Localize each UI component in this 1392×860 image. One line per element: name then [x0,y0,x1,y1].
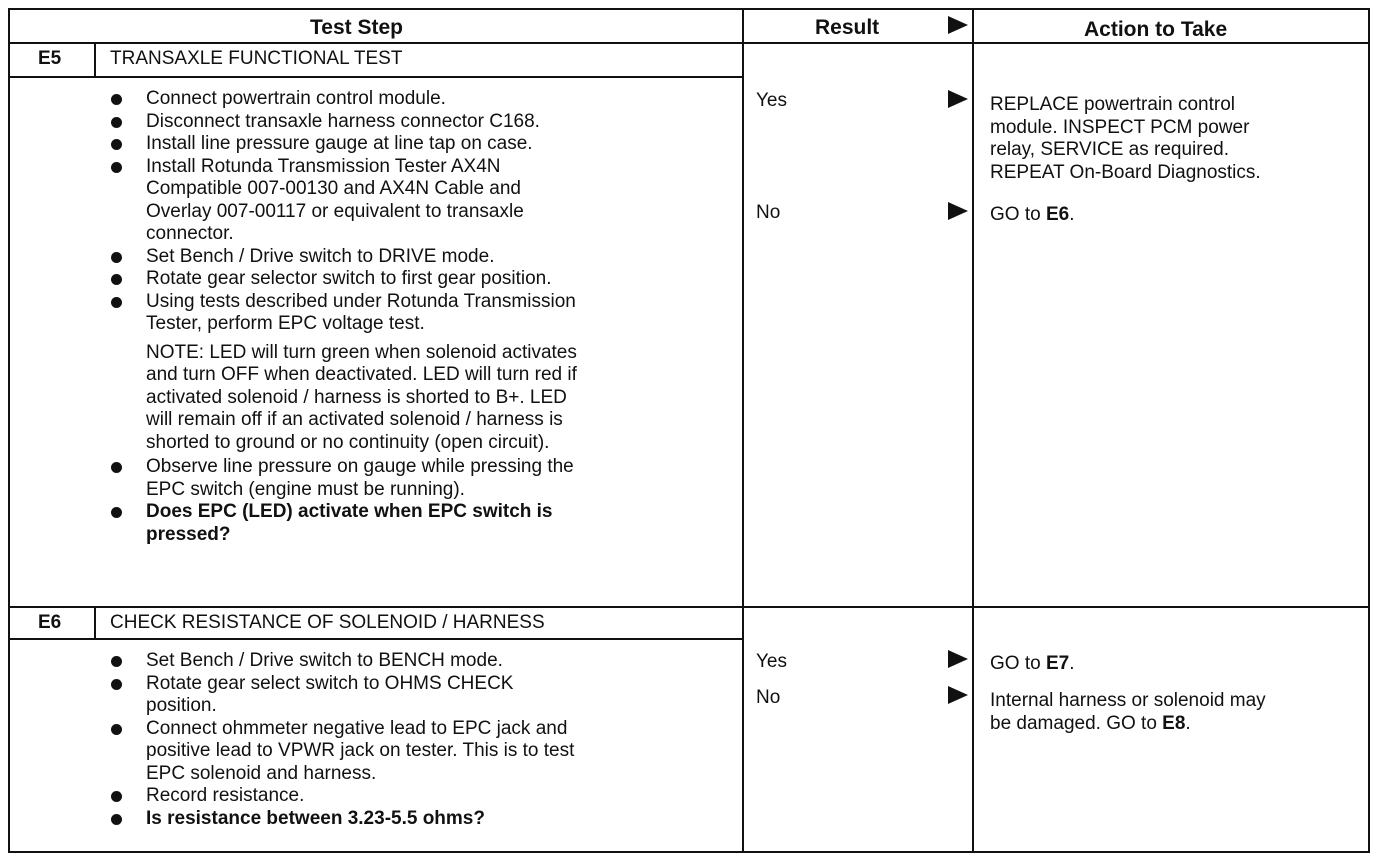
e6-step-list [106,650,574,830]
e6-id-divider [94,606,96,640]
e6-result-yes: Yes [756,651,787,672]
e5-note-line: and turn OFF when deactivated. LED will turn red if [146,364,577,385]
e5-step-title: TRANSAXLE FUNCTIONAL TEST [110,48,403,69]
e5-action-no [990,204,1075,226]
e5-action-line: relay, SERVICE as required. [990,139,1230,160]
e6-step-line: Rotate gear select switch to OHMS CHECK [146,672,514,694]
action-punct: . [1185,712,1191,734]
e5-step-line: Observe line pressure on gauge while pressing the [146,456,574,477]
e5-action-yes [990,94,1261,184]
action-punct: . [1069,204,1075,225]
e5-action-line: REPLACE powertrain control [990,94,1235,115]
e6-step-line: EPC solenoid and harness. [146,762,377,784]
e5-step-question [106,501,577,546]
e5-result-no: No [756,202,781,223]
e5-note [106,336,577,457]
action-text: GO to [990,653,1046,674]
divider-result [742,10,744,852]
e5-step-line: Using tests described under Rotunda Transmission [146,290,576,312]
e5-question-line: pressed? [146,523,231,545]
e6-result-no: No [756,687,781,708]
step-reference: E7 [1045,653,1070,674]
e5-step-list [106,88,577,546]
e6-action-no [990,690,1266,735]
e5-note-line: will remain off if an activated solenoid / harness is [146,409,563,430]
arrow-right-icon [948,686,968,704]
e6-step-question: Is resistance between 3.23-5.5 ohms? [106,808,574,831]
e5-step: Install line pressure gauge at line tap on case. [106,133,577,156]
e6-action-line: Internal harness or solenoid may [990,690,1266,711]
e5-step: Set Bench / Drive switch to DRIVE mode. [106,246,577,269]
e5-step [106,291,577,336]
arrow-right-icon [948,202,968,220]
header-test-step: Test Step [310,16,403,39]
arrow-right-icon [948,90,968,108]
e5-step [106,456,577,501]
e6-step-line: positive lead to VPWR jack on tester. This is to test [146,740,575,761]
e5-step-line: Compatible 007-00130 and AX4N Cable and [146,178,521,199]
diagnostic-table [8,8,1370,853]
e6-step-title: CHECK RESISTANCE OF SOLENOID / HARNESS [110,612,545,633]
e5-note-line: activated solenoid / harness is shorted to B+. LED [146,386,567,408]
header-arrow-icon [948,16,968,34]
arrow-right-icon [948,650,968,668]
e6-step: Set Bench / Drive switch to BENCH mode. [106,650,574,673]
e5-result-yes: Yes [756,90,787,111]
e5-step: Rotate gear selector switch to first gear position. [106,268,577,291]
step-reference: E8 [1162,712,1186,734]
e5-title-rule [10,76,744,78]
e6-step-line: Connect ohmmeter negative lead to EPC jack and [146,717,568,739]
header-rule [10,42,1370,44]
step-reference: E6 [1045,204,1070,225]
action-punct: . [1069,653,1075,674]
e6-title-rule [10,638,744,640]
e5-note-line: shorted to ground or no continuity (open circuit). [146,431,550,453]
e6-step-line: position. [146,695,217,716]
e6-step [106,673,574,718]
e5-action-line: module. INSPECT PCM power [990,116,1250,138]
e5-question-line: Does EPC (LED) activate when EPC switch is [146,501,553,522]
e5-step [106,156,577,246]
e6-action-yes [990,653,1075,675]
e5-step-line: Tester, perform EPC voltage test. [146,313,425,334]
e6-step: Record resistance. [106,785,574,808]
divider-action [972,10,974,852]
e5-step: Connect powertrain control module. [106,88,577,111]
e5-action-line: REPEAT On-Board Diagnostics. [990,161,1261,183]
header-result: Result [815,16,880,39]
e6-step-id: E6 [38,612,62,633]
e5-note-line: NOTE: LED will turn green when solenoid activates [146,341,577,363]
e5-step-line: EPC switch (engine must be running). [146,478,465,500]
header-action: Action to Take [1084,18,1228,41]
e5-step-line: connector. [146,223,234,244]
e5-id-divider [94,42,96,76]
e5-step-line: Overlay 007-00117 or equivalent to transaxle [146,200,524,222]
action-text: GO to [990,204,1046,225]
e5-step-id: E5 [38,48,62,69]
row-separator [10,606,1370,608]
e5-step-line: Install Rotunda Transmission Tester AX4N [146,155,501,177]
e5-step: Disconnect transaxle harness connector C168. [106,111,577,134]
action-text: be damaged. GO to [990,712,1163,734]
e6-step [106,718,574,786]
